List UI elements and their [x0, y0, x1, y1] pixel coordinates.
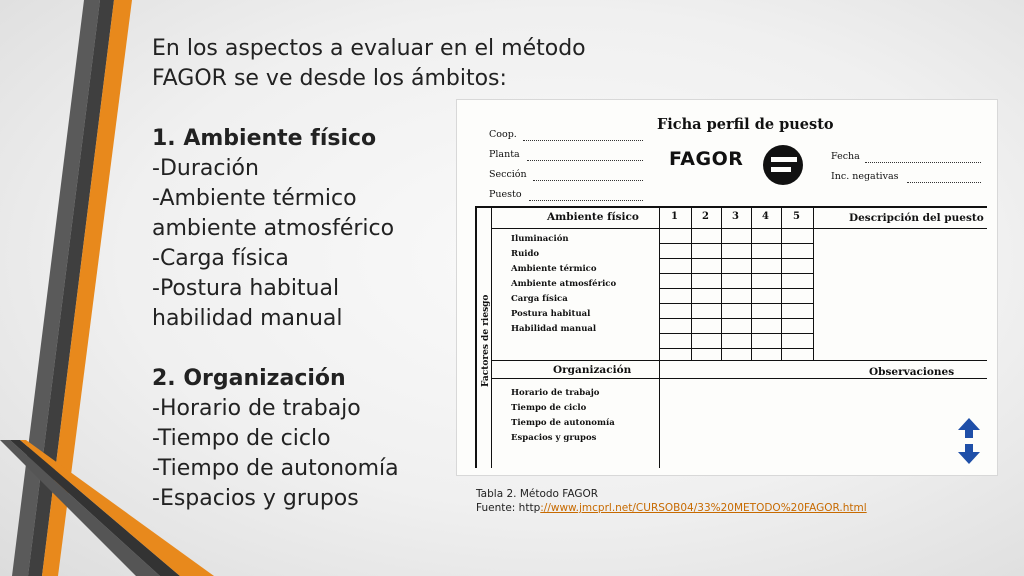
ambiente-header: Ambiente físico [547, 211, 639, 223]
col-4: 4 [762, 211, 769, 222]
fagor-form-image [456, 99, 998, 476]
source-prefix: Fuente: http [476, 502, 541, 514]
field-inc-negativas: Inc. negativas [831, 171, 899, 182]
row-label: Tiempo de ciclo [511, 403, 587, 413]
section1-item: -Duración [152, 156, 259, 181]
row-label: Habilidad manual [511, 324, 597, 334]
field-planta: Planta [489, 149, 520, 160]
caption-source [476, 501, 867, 515]
section1-item: habilidad manual [152, 306, 343, 331]
up-down-arrows-icon [957, 418, 981, 464]
row-label: Espacios y grupos [511, 433, 597, 443]
organizacion-header: Organización [553, 364, 632, 376]
section2-item: -Tiempo de ciclo [152, 426, 331, 451]
row-label: Ambiente térmico [511, 264, 597, 274]
descripcion-header: Descripción del puesto [849, 212, 984, 224]
section1-heading: 1. Ambiente físico [152, 126, 377, 151]
col-2: 2 [702, 211, 709, 222]
row-label: Iluminación [511, 234, 569, 244]
row-label: Ambiente atmosférico [511, 279, 617, 289]
row-label: Tiempo de autonomía [511, 418, 615, 428]
section1-item: ambiente atmosférico [152, 216, 395, 241]
col-3: 3 [732, 211, 739, 222]
intro-line: En los aspectos a evaluar en el método [152, 36, 586, 61]
row-label: Postura habitual [511, 309, 591, 319]
fagor-logo-icon [761, 143, 805, 187]
field-puesto: Puesto [489, 189, 522, 200]
col-5: 5 [793, 211, 800, 222]
fagor-logo-text: FAGOR [669, 148, 744, 170]
source-link[interactable]: ://www.jmcprl.net/CURSOB04/33%20METODO%20FAGOR.html [540, 502, 867, 514]
intro-line: FAGOR se ve desde los ámbitos: [152, 66, 507, 91]
section1-item: -Carga física [152, 246, 289, 271]
field-seccion: Sección [489, 169, 527, 180]
row-label: Carga física [511, 294, 568, 304]
caption-title: Tabla 2. Método FAGOR [476, 488, 599, 500]
col-1: 1 [671, 211, 678, 222]
section2-heading: 2. Organización [152, 366, 346, 391]
figure-caption [476, 487, 867, 515]
section1-item: -Postura habitual [152, 276, 340, 301]
section2-item: -Tiempo de autonomía [152, 456, 399, 481]
section2-item: -Espacios y grupos [152, 486, 359, 511]
field-fecha: Fecha [831, 151, 860, 162]
factores-riesgo-label: Factores de riesgo [481, 294, 491, 387]
form-title: Ficha perfil de puesto [657, 116, 834, 133]
row-label: Horario de trabajo [511, 388, 600, 398]
row-label: Ruido [511, 249, 540, 259]
section1-item: -Ambiente térmico [152, 186, 357, 211]
section2-item: -Horario de trabajo [152, 396, 361, 421]
observaciones-header: Observaciones [869, 366, 955, 378]
field-coop: Coop. [489, 129, 517, 140]
